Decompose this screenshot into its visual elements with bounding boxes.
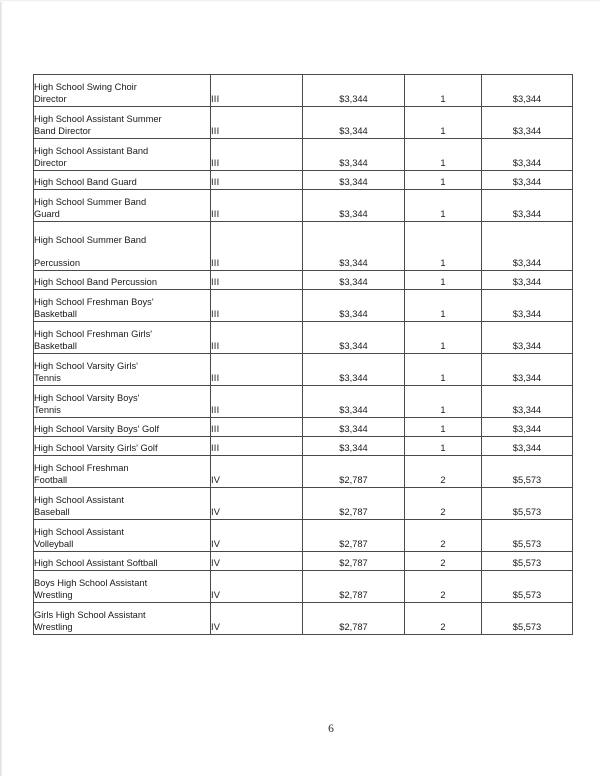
cell-position: [34, 437, 211, 456]
cell-position: [34, 603, 211, 635]
table-row: [34, 456, 573, 488]
position-line-2: Tennis: [34, 373, 61, 384]
table-row: [34, 571, 573, 603]
table-row: [34, 271, 573, 290]
cell-rate: $3,344: [303, 418, 405, 437]
position-line-1: High School Varsity Boys': [34, 393, 140, 404]
cell-rate: $3,344: [303, 190, 405, 222]
page-number-value: 6: [328, 723, 334, 735]
cell-number: 1: [405, 190, 482, 222]
cell-number: 1: [405, 139, 482, 171]
cell-level: III: [211, 107, 303, 139]
cell-level: III: [211, 271, 303, 290]
cell-level: IV: [211, 552, 303, 571]
position-line-2: Band Director: [34, 126, 91, 137]
position-line-1: High School Freshman Girls': [34, 329, 153, 340]
position-line-2: Director: [34, 158, 67, 169]
cell-position: [34, 171, 211, 190]
cell-level: IV: [211, 603, 303, 635]
table-row: [34, 322, 573, 354]
table-row: [34, 75, 573, 107]
cell-level: IV: [211, 456, 303, 488]
cell-position: [34, 290, 211, 322]
table-row: [34, 386, 573, 418]
table-row: [34, 437, 573, 456]
cell-position: [34, 418, 211, 437]
cell-number: 2: [405, 552, 482, 571]
cell-level: III: [211, 437, 303, 456]
position-line-1: High School Summer Band: [34, 235, 147, 246]
table-row: [34, 107, 573, 139]
cell-rate: $3,344: [303, 322, 405, 354]
position-line-2: Basketball: [34, 341, 77, 352]
cell-level: III: [211, 386, 303, 418]
position-line-1: High School Assistant: [34, 527, 124, 538]
table-body: [34, 75, 573, 635]
cell-total: $5,573: [482, 488, 573, 520]
cell-rate: $3,344: [303, 290, 405, 322]
cell-total: $3,344: [482, 271, 573, 290]
cell-total: $3,344: [482, 290, 573, 322]
cell-number: 1: [405, 171, 482, 190]
cell-position: [34, 552, 211, 571]
cell-total: $3,344: [482, 190, 573, 222]
cell-position: [34, 190, 211, 222]
position-line-2: Director: [34, 94, 67, 105]
cell-number: 2: [405, 603, 482, 635]
position-line-1: High School Varsity Boys' Golf: [34, 424, 160, 435]
cell-rate: $2,787: [303, 520, 405, 552]
position-line-1: High School Assistant: [34, 495, 124, 506]
position-line-1: High School Varsity Girls': [34, 361, 138, 372]
scan-edge-top: [0, 0, 600, 2]
cell-number: 1: [405, 354, 482, 386]
cell-position: [34, 139, 211, 171]
position-line-1: High School Band Guard: [34, 177, 137, 188]
cell-number: 1: [405, 75, 482, 107]
cell-rate: $2,787: [303, 456, 405, 488]
salary-schedule-table: [33, 74, 573, 635]
cell-rate: $3,344: [303, 139, 405, 171]
cell-total: $3,344: [482, 222, 573, 271]
cell-level: IV: [211, 520, 303, 552]
cell-rate: $2,787: [303, 571, 405, 603]
cell-rate: $2,787: [303, 603, 405, 635]
table-row: [34, 488, 573, 520]
cell-total: $3,344: [482, 171, 573, 190]
page-number-footer: [0, 723, 600, 735]
cell-number: 2: [405, 456, 482, 488]
cell-total: $5,573: [482, 456, 573, 488]
cell-position: [34, 571, 211, 603]
cell-position: [34, 271, 211, 290]
cell-total: $3,344: [482, 139, 573, 171]
position-line-1: High School Band Percussion: [34, 277, 157, 288]
table-row: [34, 190, 573, 222]
cell-total: $3,344: [482, 354, 573, 386]
cell-level: III: [211, 354, 303, 386]
cell-number: 1: [405, 322, 482, 354]
cell-position: [34, 456, 211, 488]
table-row: [34, 290, 573, 322]
position-line-2: Percussion: [34, 258, 80, 269]
cell-level: III: [211, 75, 303, 107]
cell-level: III: [211, 222, 303, 271]
position-line-1: High School Assistant Band: [34, 146, 149, 157]
table-row: [34, 552, 573, 571]
cell-position: [34, 75, 211, 107]
position-line-2: Baseball: [34, 507, 70, 518]
cell-rate: $2,787: [303, 552, 405, 571]
position-line-1: Boys High School Assistant: [34, 578, 148, 589]
cell-level: III: [211, 290, 303, 322]
position-line-1: High School Assistant Summer: [34, 114, 162, 125]
table-row: [34, 222, 573, 271]
position-line-1: High School Freshman: [34, 463, 129, 474]
cell-number: 1: [405, 386, 482, 418]
cell-total: $5,573: [482, 552, 573, 571]
position-line-1: High School Assistant Softball: [34, 558, 158, 569]
position-line-1: High School Summer Band: [34, 197, 147, 208]
cell-total: $5,573: [482, 603, 573, 635]
position-line-2: Guard: [34, 209, 60, 220]
cell-level: III: [211, 322, 303, 354]
position-line-2: Wrestling: [34, 622, 73, 633]
cell-level: III: [211, 139, 303, 171]
cell-number: 2: [405, 488, 482, 520]
cell-position: [34, 222, 211, 271]
table-row: [34, 171, 573, 190]
cell-total: $5,573: [482, 520, 573, 552]
cell-level: III: [211, 190, 303, 222]
cell-rate: $3,344: [303, 222, 405, 271]
cell-total: $3,344: [482, 75, 573, 107]
cell-rate: $2,787: [303, 488, 405, 520]
cell-number: 1: [405, 222, 482, 271]
cell-total: $3,344: [482, 418, 573, 437]
cell-number: 1: [405, 271, 482, 290]
position-line-2: Football: [34, 475, 68, 486]
cell-rate: $3,344: [303, 271, 405, 290]
position-line-2: Basketball: [34, 309, 77, 320]
position-line-1: Girls High School Assistant: [34, 610, 146, 621]
cell-total: $3,344: [482, 107, 573, 139]
table-row: [34, 354, 573, 386]
cell-position: [34, 386, 211, 418]
cell-rate: $3,344: [303, 107, 405, 139]
scan-edge-left: [0, 0, 3, 776]
position-line-1: High School Varsity Girls' Golf: [34, 443, 158, 454]
table-row: [34, 520, 573, 552]
cell-position: [34, 354, 211, 386]
cell-level: IV: [211, 488, 303, 520]
table-row: [34, 603, 573, 635]
position-line-2: Wrestling: [34, 590, 73, 601]
cell-rate: $3,344: [303, 437, 405, 456]
cell-number: 2: [405, 520, 482, 552]
cell-position: [34, 488, 211, 520]
cell-total: $3,344: [482, 386, 573, 418]
position-line-1: High School Swing Choir: [34, 82, 137, 93]
cell-number: 2: [405, 571, 482, 603]
cell-total: $3,344: [482, 437, 573, 456]
position-line-2: Volleyball: [34, 539, 74, 550]
cell-position: [34, 322, 211, 354]
cell-total: $3,344: [482, 322, 573, 354]
cell-total: $5,573: [482, 571, 573, 603]
cell-position: [34, 107, 211, 139]
cell-position: [34, 520, 211, 552]
cell-rate: $3,344: [303, 386, 405, 418]
cell-number: 1: [405, 290, 482, 322]
cell-rate: $3,344: [303, 75, 405, 107]
position-line-2: Tennis: [34, 405, 61, 416]
cell-rate: $3,344: [303, 171, 405, 190]
table-row: [34, 139, 573, 171]
cell-level: III: [211, 418, 303, 437]
position-line-1: High School Freshman Boys': [34, 297, 154, 308]
cell-number: 1: [405, 418, 482, 437]
cell-rate: $3,344: [303, 354, 405, 386]
cell-level: III: [211, 171, 303, 190]
cell-number: 1: [405, 107, 482, 139]
table-row: [34, 418, 573, 437]
cell-level: IV: [211, 571, 303, 603]
cell-number: 1: [405, 437, 482, 456]
